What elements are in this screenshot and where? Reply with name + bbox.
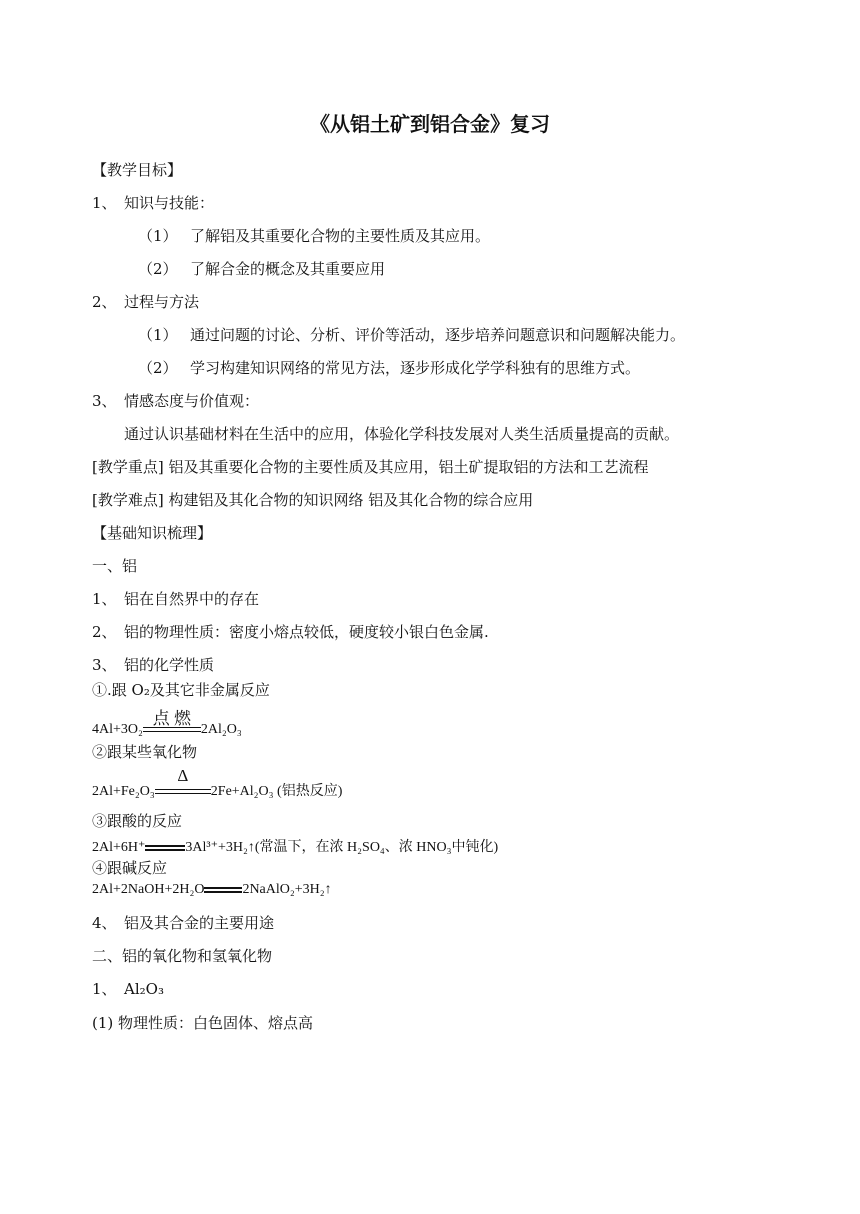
objective-2a-num: （1） [138, 326, 178, 344]
reaction-1-heading: ①.跟 O₂及其它非金属反应 [92, 681, 270, 699]
section-1-item-3 [92, 655, 214, 675]
equation-4-left: 2Al+2NaOH+2H₂O [92, 882, 205, 897]
objective-1 [92, 193, 214, 213]
section-1-item-2-text: 铝的物理性质：密度小熔点较低，硬度较小银白色金属. [124, 623, 489, 641]
section-1-item-1 [92, 589, 259, 609]
equation-1-condition: 点 燃 [152, 709, 192, 728]
objective-3-body: 通过认识基础材料在生活中的应用，体验化学科技发展对人类生活质量提高的贡献。 [124, 425, 680, 443]
section-1-item-1-num: 1、 [92, 590, 117, 608]
equation-4-right: 2NaAlO₂+3H₂↑ [242, 882, 332, 897]
equation-2-condition: Δ [177, 766, 189, 785]
equation-2 [92, 766, 343, 800]
equation-1-right: 2Al₂O₃ [200, 722, 242, 737]
equation-4 [92, 882, 332, 898]
section-2-item-1 [92, 979, 164, 999]
equation-2-arrow [155, 766, 211, 800]
objective-1-num: 1、 [92, 194, 117, 212]
section-1-item-1-text: 铝在自然界中的存在 [124, 590, 260, 608]
equation-2-left: 2Al+Fe₂O₃ [92, 784, 155, 799]
objective-3 [92, 391, 259, 411]
equation-3-left: 2Al+6H⁺ [92, 840, 146, 855]
equation-2-right: 2Fe+Al₂O₃ (铝热反应) [210, 784, 343, 799]
basics-header: 【基础知识梳理】 [92, 524, 213, 542]
objective-3-text: 情感态度与价值观： [124, 392, 260, 410]
section-2-item-1-text: Al₂O₃ [124, 980, 164, 998]
reaction-3-heading: ③跟酸的反应 [92, 812, 183, 830]
section-1-item-4-text: 铝及其合金的主要用途 [124, 914, 275, 932]
objective-2-num: 2、 [92, 293, 117, 311]
objective-1b [138, 259, 385, 279]
reaction-2-heading: ②跟某些氧化物 [92, 743, 198, 761]
objective-1b-num: （2） [138, 260, 178, 278]
section-1-item-2 [92, 622, 489, 642]
objective-2b-text: 学习构建知识网络的常见方法，逐步形成化学学科独有的思维方式。 [190, 359, 641, 377]
equation-1-left: 4Al+3O₂ [92, 722, 143, 737]
equation-3-right: 3Al³⁺+3H₂↑(常温下，在浓 H₂SO₄、浓 HNO₃中钝化) [185, 840, 499, 855]
page-title: 《从铝土矿到铝合金》复习 [310, 112, 550, 136]
objective-2-text: 过程与方法 [124, 293, 200, 311]
equation-3 [92, 836, 498, 856]
equation-1-arrow [143, 709, 201, 738]
section-1-item-2-num: 2、 [92, 623, 117, 641]
objective-1a [138, 226, 490, 246]
difficulties: [教学难点] 构建铝及其化合物的知识网络 铝及其化合物的综合应用 [92, 491, 534, 509]
objective-2a [138, 325, 685, 345]
section-1-item-4 [92, 913, 274, 933]
objective-1a-text: 了解铝及其重要化合物的主要性质及其应用。 [190, 227, 491, 245]
objective-2b [138, 358, 640, 378]
reaction-4-heading: ④跟碱反应 [92, 859, 168, 877]
key-points: [教学重点] 铝及其重要化合物的主要性质及其应用，铝土矿提取铝的方法和工艺流程 [92, 458, 649, 476]
section-1-item-3-text: 铝的化学性质 [124, 656, 215, 674]
equals-sign-icon [155, 789, 211, 794]
objective-3-num: 3、 [92, 392, 117, 410]
objective-1-text: 知识与技能： [124, 194, 215, 212]
objective-2 [92, 292, 199, 312]
objectives-header: 【教学目标】 [92, 161, 183, 179]
equation-1 [92, 709, 242, 738]
section-2-item-1-num: 1、 [92, 980, 117, 998]
objective-1b-text: 了解合金的概念及其重要应用 [190, 260, 386, 278]
section-1-item-3-num: 3、 [92, 656, 117, 674]
section-1-item-4-num: 4、 [92, 914, 117, 932]
equals-sign-icon [145, 845, 185, 851]
objective-2b-num: （2） [138, 359, 178, 377]
section-1-heading: 一、铝 [92, 557, 138, 575]
objective-2a-text: 通过问题的讨论、分析、评价等活动，逐步培养问题意识和问题解决能力。 [190, 326, 686, 344]
section-2-heading: 二、铝的氧化物和氢氧化物 [92, 947, 273, 965]
section-2-item-1-1: (1) 物理性质：白色固体、熔点高 [92, 1014, 314, 1032]
equals-sign-icon [204, 887, 242, 893]
objective-1a-num: （1） [138, 227, 178, 245]
